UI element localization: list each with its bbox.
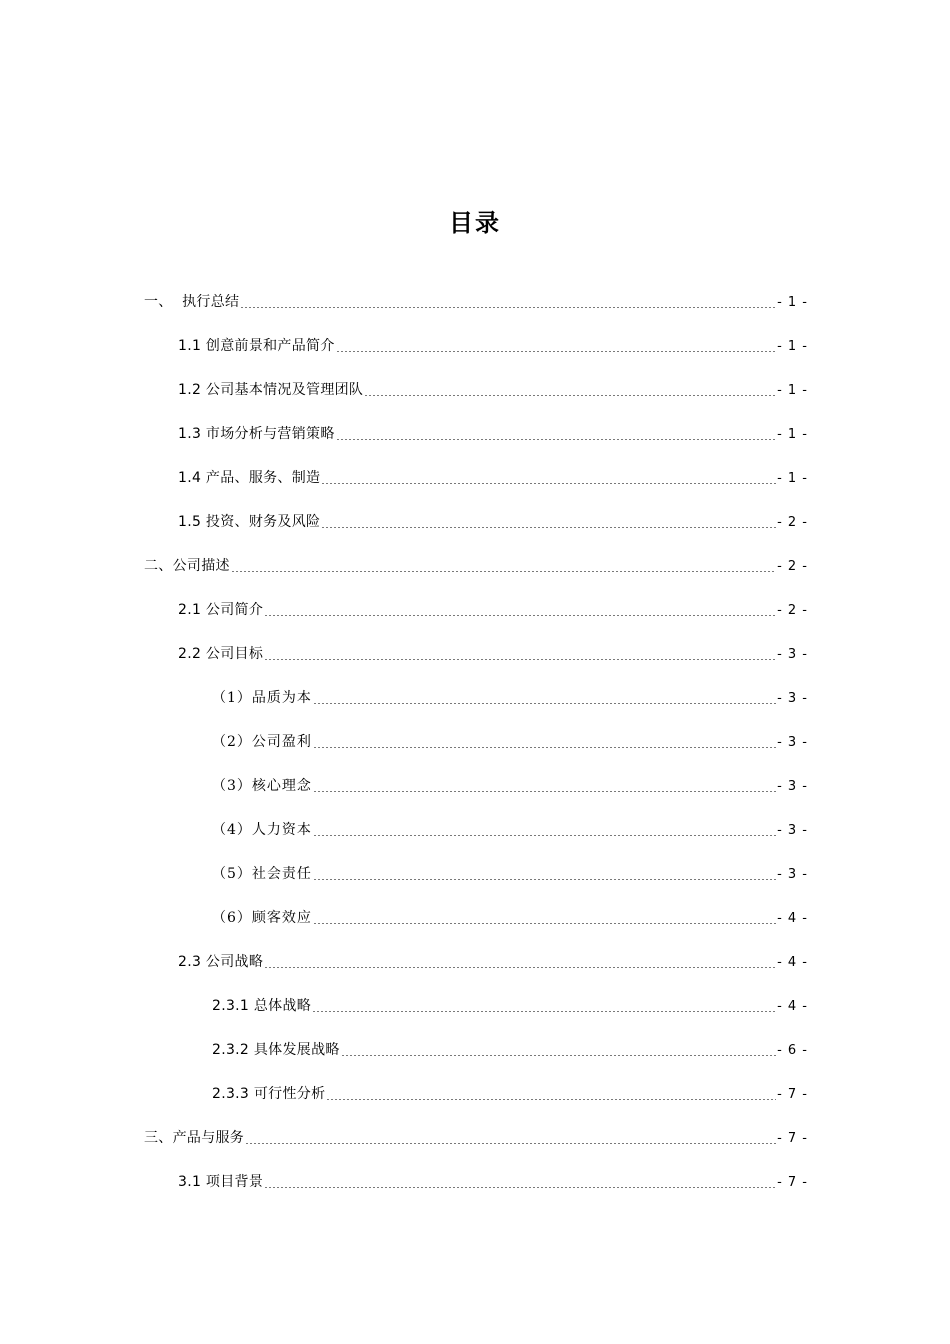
toc-page-number: - 2 - <box>777 514 808 530</box>
toc-leader-dots <box>264 659 776 660</box>
toc-page-number: - 4 - <box>777 910 808 926</box>
toc-entry[interactable] <box>178 368 808 412</box>
toc-entry-label: 1.1 创意前景和产品简介 <box>178 338 335 354</box>
toc-entry[interactable] <box>212 676 808 720</box>
toc-leader-dots <box>336 351 776 352</box>
toc-page-number: - 2 - <box>777 558 808 574</box>
toc-leader-dots <box>313 879 776 880</box>
toc-page-number: - 4 - <box>777 954 808 970</box>
toc-entry[interactable] <box>178 324 808 368</box>
toc-entry[interactable] <box>212 764 808 808</box>
toc-page-number: - 3 - <box>777 734 808 750</box>
toc-leader-dots <box>313 835 776 836</box>
toc-page-number: - 7 - <box>777 1086 808 1102</box>
toc-leader-dots <box>313 791 776 792</box>
toc-entry[interactable] <box>212 720 808 764</box>
toc-entry[interactable] <box>212 852 808 896</box>
toc-leader-dots <box>313 747 776 748</box>
toc-entry-label: （3）核心理念 <box>212 778 312 794</box>
toc-page-number: - 1 - <box>777 338 808 354</box>
toc-page-number: - 6 - <box>777 1042 808 1058</box>
toc-entry[interactable] <box>178 940 808 984</box>
toc-entry[interactable] <box>144 544 808 588</box>
toc-entry[interactable] <box>212 1028 808 1072</box>
toc-entry[interactable] <box>178 412 808 456</box>
toc-page-number: - 1 - <box>777 470 808 486</box>
toc-entry[interactable] <box>212 808 808 852</box>
toc-leader-dots <box>313 703 776 704</box>
toc-entry[interactable] <box>178 632 808 676</box>
toc-leader-dots <box>321 527 776 528</box>
toc-entry[interactable] <box>144 280 808 324</box>
toc-leader-dots <box>336 439 776 440</box>
toc-entry-label: （2）公司盈利 <box>212 734 312 750</box>
toc-page-number: - 4 - <box>777 998 808 1014</box>
toc-entry[interactable] <box>178 588 808 632</box>
toc-page-number: - 3 - <box>777 866 808 882</box>
toc-page-number: - 1 - <box>777 426 808 442</box>
toc-entry-label: 3.1 项目背景 <box>178 1174 264 1190</box>
toc-entry-label: （4）人力资本 <box>212 822 312 838</box>
toc-leader-dots <box>326 1099 776 1100</box>
toc-page-number: - 3 - <box>777 646 808 662</box>
toc-page-number: - 2 - <box>777 602 808 618</box>
toc-entry-label: 2.3.1 总体战略 <box>212 998 312 1014</box>
toc-title: 目录 <box>449 209 501 237</box>
toc-leader-dots <box>264 615 776 616</box>
toc-leader-dots <box>231 571 776 572</box>
toc-leader-dots <box>313 923 776 924</box>
toc-entry[interactable] <box>178 456 808 500</box>
toc-entry-label: 1.3 市场分析与营销策略 <box>178 426 335 442</box>
toc-entry-label: 1.2 公司基本情况及管理团队 <box>178 382 364 398</box>
toc-leader-dots <box>264 967 776 968</box>
toc-leader-dots <box>341 1055 776 1056</box>
toc-entry-label: 2.3 公司战略 <box>178 954 264 970</box>
toc-entry-label: 二、公司描述 <box>144 558 230 574</box>
toc-entry-label: 1.4 产品、服务、制造 <box>178 470 321 486</box>
toc-entry-label: 2.2 公司目标 <box>178 646 264 662</box>
toc-entry-label: 2.3.3 可行性分析 <box>212 1086 326 1102</box>
toc-entry[interactable] <box>212 1072 808 1116</box>
toc-leader-dots <box>321 483 776 484</box>
toc-page-number: - 7 - <box>777 1174 808 1190</box>
toc-entry[interactable] <box>144 1116 808 1160</box>
toc-leader-dots <box>240 307 776 308</box>
toc-entry-label: 2.3.2 具体发展战略 <box>212 1042 340 1058</box>
toc-page-number: - 3 - <box>777 690 808 706</box>
toc-entry-label: 2.1 公司简介 <box>178 602 264 618</box>
toc-entry-label: （6）顾客效应 <box>212 910 312 926</box>
toc-entry-label: 一、 执行总结 <box>144 294 240 310</box>
toc-entry-label: （5）社会责任 <box>212 866 312 882</box>
toc-entry[interactable] <box>212 984 808 1028</box>
toc-leader-dots <box>364 395 776 396</box>
toc-entry[interactable] <box>212 896 808 940</box>
toc-page-number: - 3 - <box>777 822 808 838</box>
toc-page-number: - 1 - <box>777 382 808 398</box>
toc-entry[interactable] <box>178 1160 808 1204</box>
toc-entry-label: （1）品质为本 <box>212 690 312 706</box>
toc-leader-dots <box>245 1143 776 1144</box>
toc-page-number: - 3 - <box>777 778 808 794</box>
toc-page-number: - 7 - <box>777 1130 808 1146</box>
toc-entry-label: 1.5 投资、财务及风险 <box>178 514 321 530</box>
toc-leader-dots <box>264 1187 776 1188</box>
toc-leader-dots <box>312 1011 776 1012</box>
toc-entry[interactable] <box>178 500 808 544</box>
toc-entry-label: 三、产品与服务 <box>144 1130 245 1146</box>
toc-page-number: - 1 - <box>777 294 808 310</box>
